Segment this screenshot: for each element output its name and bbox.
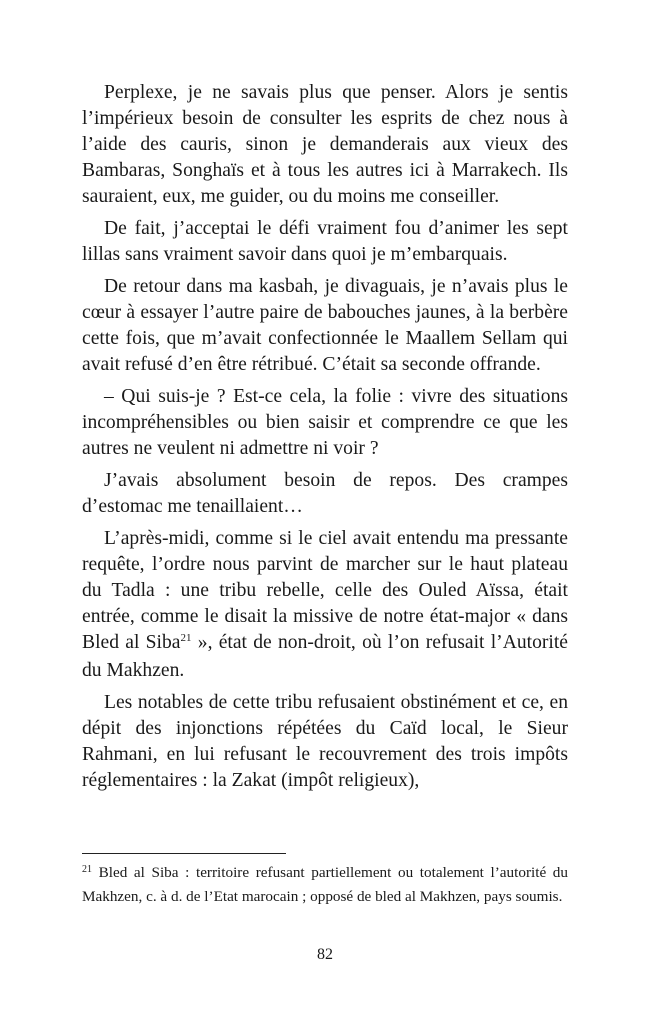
paragraph-3: De retour dans ma kasbah, je divaguais, je n’avais plus le cœur à essayer l’autre paire de babouches jaunes, à la berbère cette fois, que m’avait confectionnée le Maallem Sellam qui avait refusé d’en être rétribué. C’était sa seconde offrande. bbox=[82, 276, 568, 375]
paragraph-7: Les notables de cette tribu refusaient obstinément et ce, en dépit des injonctions répétées du Caïd local, le Sieur Rahmani, en lui refusant le recouvrement des trois impôts réglementaires : la Zakat (impôt religieux), bbox=[82, 692, 568, 791]
footnote-number: 21 bbox=[82, 864, 92, 875]
footnote-divider bbox=[82, 853, 286, 854]
paragraph-4: – Qui suis-je ? Est-ce cela, la folie : vivre des situations incompréhensibles ou bien saisir et comprendre ce que les autres ne veulent ni admettre ni voir ? bbox=[82, 386, 568, 459]
paragraph-6-tail: », état de non-droit, où l’on refusait l’Autorité du Makhzen. bbox=[82, 632, 569, 681]
paragraph-5: J’avais absolument besoin de repos. Des crampes d’estomac me tenaillaient… bbox=[82, 470, 568, 517]
paragraph-6 bbox=[82, 526, 568, 684]
footnote-text: Bled al Siba : territoire refusant partiellement ou totalement l’autorité du Makhzen, c. à d. de l’Etat marocain ; opposé de bled al Makhzen, pays soumis. bbox=[82, 864, 568, 905]
page-body bbox=[82, 80, 568, 800]
footnote bbox=[82, 862, 568, 908]
paragraph-2: De fait, j’acceptai le défi vraiment fou d’animer les sept lillas sans vraiment savoir dans quoi je m’embarquais. bbox=[82, 218, 568, 265]
footnote-reference: 21 bbox=[180, 632, 192, 644]
page-number: 82 bbox=[317, 946, 333, 963]
paragraph-1: Perplexe, je ne savais plus que penser. Alors je sentis l’impérieux besoin de consulter les esprits de chez nous à l’aide des cauris, sinon je demanderais aux vieux des Bambaras, Songhaïs et à tous les autres ici à Marrakech. Ils sauraient, eux, me guider, ou du moins me conseiller. bbox=[82, 82, 568, 207]
paragraph-6-text: L’après-midi, comme si le ciel avait entendu ma pressante requête, l’ordre nous parvint de marcher sur le haut plateau du Tadla : une tribu rebelle, celle des Ouled Aïssa, était entrée, comme le disait la missive de notre état-major « dans Bled al Siba bbox=[82, 528, 568, 653]
